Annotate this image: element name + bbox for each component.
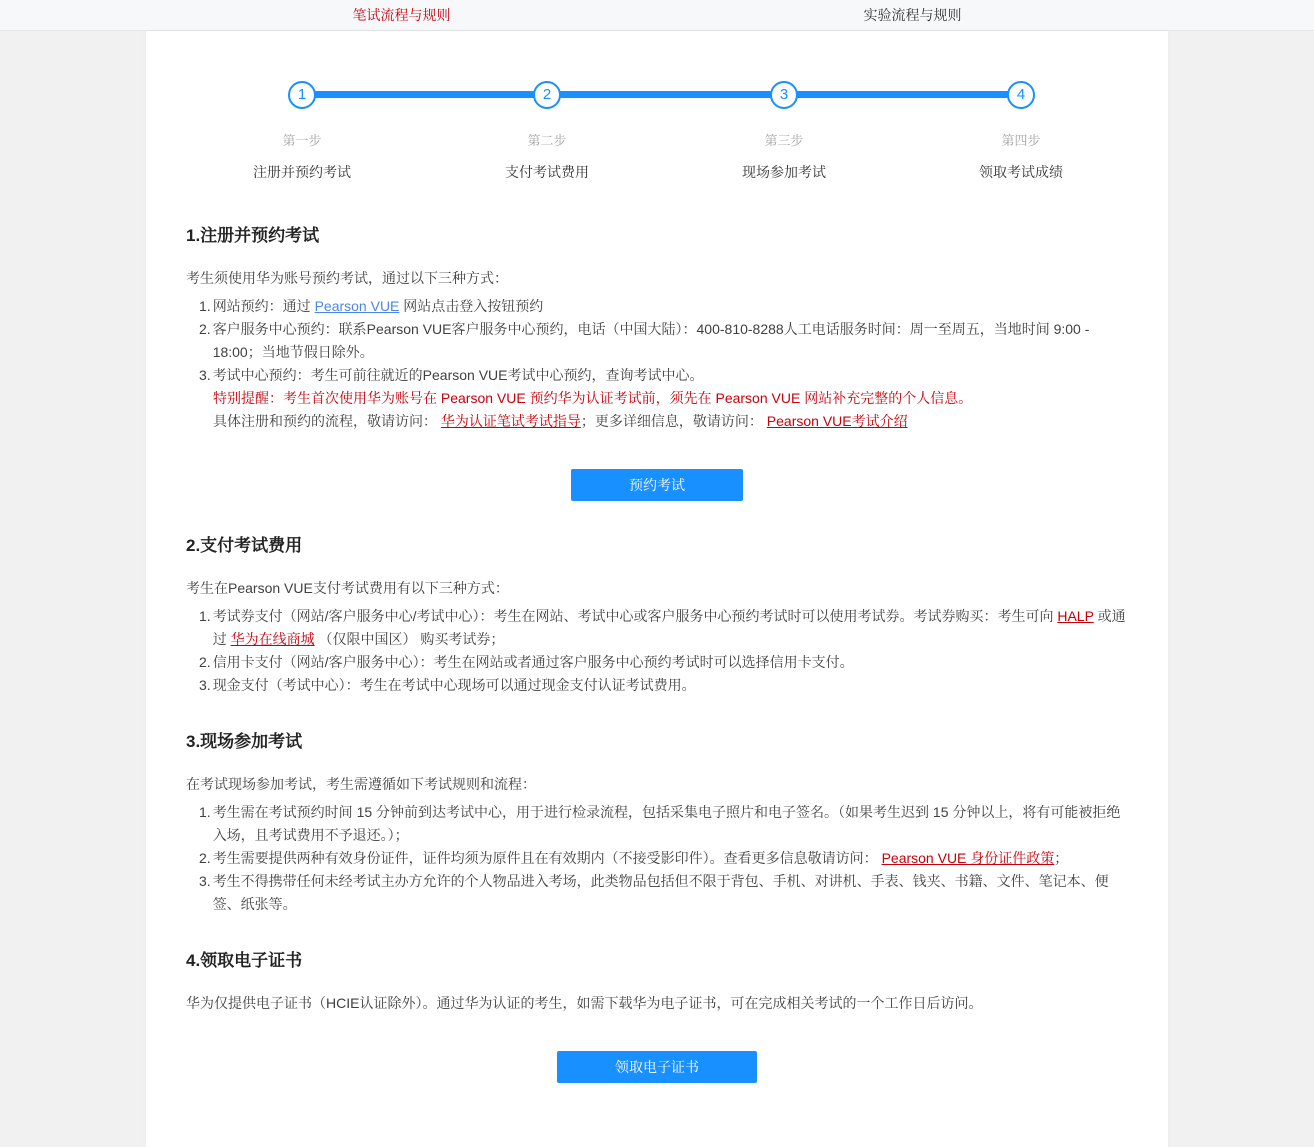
list-item-text [213,364,1128,387]
list-item-number: 2. [199,850,211,866]
stepper-progress-line [302,91,1021,98]
text-link[interactable]: HALP [1057,608,1094,624]
step-number-circle: 1 [288,81,316,109]
list-item [186,318,1128,364]
stepper-step-2 [467,81,627,182]
step-number-circle: 3 [770,81,798,109]
section-heading: 3.现场参加考试 [186,732,303,751]
tab-written-exam-process[interactable]: 笔试流程与规则 [352,7,451,23]
list-item-number: 2. [199,321,211,337]
stepper-step-4 [941,81,1101,182]
text-span: 具体注册和预约的流程，敬请访问： [213,413,441,429]
ordered-list [186,295,1128,387]
list-item [186,295,1128,318]
step-title: 现场参加考试 [742,164,826,180]
text-span: 网站预约：通过 [212,298,315,314]
note-line [186,410,1128,433]
get-certificate-button[interactable]: 领取电子证书 [557,1051,757,1083]
section-intro: 在考试现场参加考试，考生需遵循如下考试规则和流程： [186,776,536,792]
stepper-step-1 [222,81,382,182]
section-intro: 华为仅提供电子证书（HCIE认证除外）。通过华为认证的考生，如需下载华为电子证书，可在完成相关考试的一个工作日后访问。 [186,995,983,1011]
text-link[interactable]: 华为在线商城 [230,631,315,647]
step-sub-label: 第四步 [1001,133,1041,148]
text-span: 考生需在考试预约时间 15 分钟前到达考试中心，用于进行检录流程，包括采集电子照片和电子签名。（如果考生迟到 15 分钟以上，将有可能被拒绝入场，且考试费用不予退还。）； [212,804,1121,843]
text-span: 考试中心预约：考生可前往就近的Pearson VUE考试中心预约，查询考试中心。 [212,367,704,383]
section-register [186,221,1128,501]
list-item-number: 3. [199,367,211,383]
step-number-circle: 2 [533,81,561,109]
text-span: 考试券支付（网站/客户服务中心/考试中心）：考生在网站、考试中心或客户服务中心预约考试时可以使用考试券。考试券购买：考生可向 [212,608,1058,624]
stepper-step-3 [704,81,864,182]
list-item-text [213,295,1128,318]
list-item [186,801,1128,847]
text-link[interactable]: Pearson VUE 身份证件政策 [881,850,1055,866]
main-content-card [146,31,1168,1147]
text-link[interactable]: Pearson VUE [314,298,400,314]
list-item-text [213,674,1128,697]
list-item [186,870,1128,916]
list-item-number: 2. [199,654,211,670]
text-span: 特别提醒：考生首次使用华为账号在 Pearson VUE 预约华为认证考试前，须先在 Pearson VUE 网站补充完整的个人信息。 [213,390,973,406]
list-item-text [213,651,1128,674]
text-span: 考生需要提供两种有效身份证件，证件均须为原件且在有效期内（不接受影印件）。查看更多信息敬请访问： [212,850,882,866]
text-span: ；更多详细信息，敬请访问： [580,413,767,429]
section-certificate [186,946,1128,1083]
list-item-number: 3. [199,677,211,693]
text-link[interactable]: Pearson VUE考试介绍 [766,413,908,429]
text-span: 信用卡支付（网站/客户服务中心）：考生在网站或者通过客户服务中心预约考试时可以选择信用卡支付。 [212,654,854,670]
text-span: 或通过 [212,608,1126,647]
list-item-number: 3. [199,873,211,889]
step-sub-label: 第二步 [527,133,567,148]
step-number-circle: 4 [1007,81,1035,109]
list-item-text [213,870,1128,916]
list-item-text [213,847,1128,870]
section-heading: 4.领取电子证书 [186,951,303,970]
text-span: 考生不得携带任何未经考试主办方允许的个人物品进入考场，此类物品包括但不限于背包、手机、对讲机、手表、钱夹、书籍、文件、笔记本、便签、纸张等。 [212,873,1109,912]
list-item [186,674,1128,697]
note-line [186,387,1128,410]
section-heading: 2.支付考试费用 [186,536,303,555]
list-item [186,605,1128,651]
section-attend [186,727,1128,916]
list-item-text [213,605,1128,651]
book-exam-button[interactable]: 预约考试 [571,469,743,501]
list-item [186,364,1128,387]
list-item-number: 1. [199,804,211,820]
text-span: （仅限中国区） 购买考试券； [314,631,505,647]
text-link[interactable]: 华为认证笔试考试指导 [440,413,581,429]
sections [146,221,1168,1083]
text-span: 网站点击登入按钮预约 [399,298,544,314]
section-heading: 1.注册并预约考试 [186,226,320,245]
top-tab-bar [0,0,1314,31]
section-pay [186,531,1128,697]
stepper [146,31,1168,191]
step-sub-label: 第三步 [764,133,804,148]
text-span: 现金支付（考试中心）：考生在考试中心现场可以通过现金支付认证考试费用。 [212,677,696,693]
list-item-text [213,801,1128,847]
tab-lab-exam-process[interactable]: 实验流程与规则 [863,7,962,23]
list-item [186,847,1128,870]
list-item-number: 1. [199,298,211,314]
step-title: 支付考试费用 [505,164,589,180]
list-item-number: 1. [199,608,211,624]
ordered-list [186,801,1128,916]
section-intro: 考生在Pearson VUE支付考试费用有以下三种方式： [186,580,509,596]
step-title: 领取考试成绩 [979,164,1063,180]
step-title: 注册并预约考试 [253,164,351,180]
text-span: 客户服务中心预约：联系Pearson VUE客户服务中心预约，电话（中国大陆）：400-810-8288人工电话服务时间：周一至周五，当地时间 9:00 - 18:00；当地节假日除外。 [212,321,1090,360]
section-intro: 考生须使用华为账号预约考试，通过以下三种方式： [186,270,508,286]
list-item-text [213,318,1128,364]
step-sub-label: 第一步 [282,133,322,148]
ordered-list [186,605,1128,697]
list-item [186,651,1128,674]
text-span: ； [1054,850,1069,866]
top-tab-bar-inner [146,0,1168,30]
